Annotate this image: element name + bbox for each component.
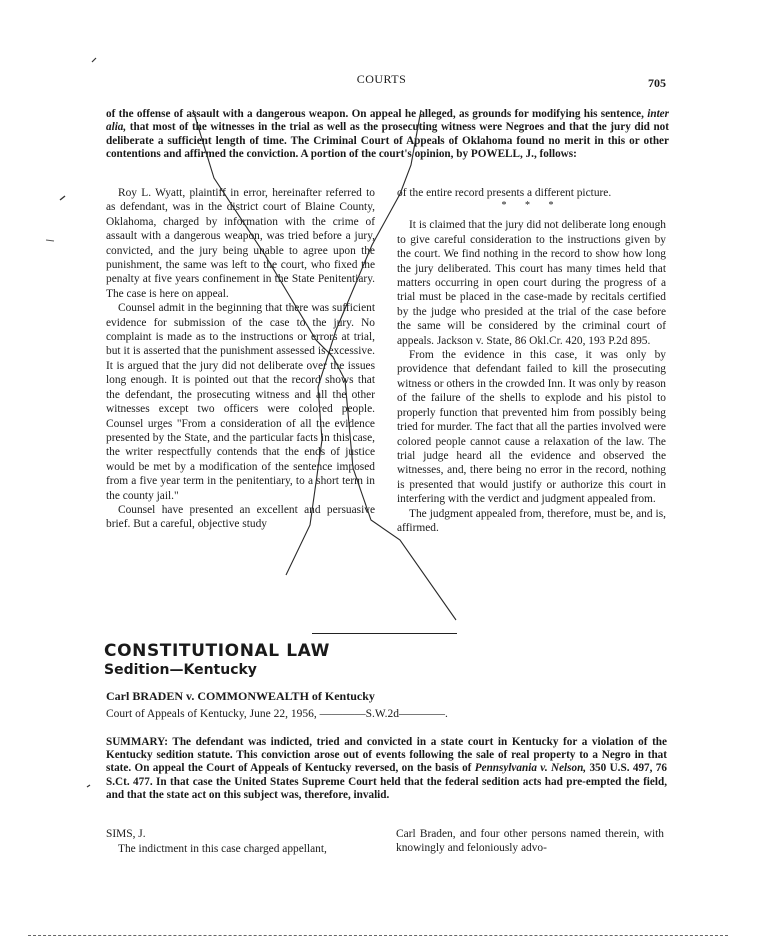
section-divider (312, 633, 457, 634)
intro-text-2: that most of the witnesses in the trial as well as the prosecuting witness were Negroes and that the jury did not deliberate a sufficient length of time. The Criminal Court of Appeals of Oklahoma found no merit in this or other contentions and affirmed the conviction. A portion of the court's opinion, by POWELL, J., follows: (106, 121, 669, 161)
right-paragraph-1: It is claimed that the jury did not deliberate long enough to give careful consideration to the instructions given by the court. We find nothing in the record to show how long the jury deliberated. This court has many times held that matters occurring in open court during the progress of a trial must be placed in the case-made by recitals certified by the judge who presided at the trial of the case before the same will be considered by the criminal court of appeals. Jackson v. State, 86 Okl.Cr. 420, 193 P.2d 895. (397, 219, 666, 347)
opinion-author: SIMS, J. (106, 828, 146, 840)
section-title: CONSTITUTIONAL LAW (104, 641, 331, 661)
running-head: COURTS (356, 72, 407, 86)
section-break-stars: * * * (501, 200, 562, 212)
summary-text-1: The defendant was indicted, tried and convicted in a state court in Kentucky for a violation of the Kentucky sedition statute. This conviction arose out of events following the sale of real property to a Negro in that state. On appeal the Court of Appeals of Kentucky reversed, on the basis of (106, 736, 667, 775)
left-paragraph-2: Counsel admit in the beginning that there was sufficient evidence for submission of the case to the jury. No complaint is made as to the instructions or errors at trial, but it is asserted that the punishment assessed is excessive. It is argued that the jury did not deliberate over the issues long enough. It is pointed out that the record shows that the defendant, the prosecuting witness and all the other witnesses except two officers were colored people. Counsel urges "From a consideration of all the evidence presented by the State, and the particular facts in this case, the writer respectfully contends that the ends of justice would be met by a modification of the sentence imposed from a five year term in the penitentiary, to a short term in the county jail." (106, 302, 375, 502)
section-subtitle: Sedition—Kentucky (104, 662, 257, 678)
right-continuation: of the entire record presents a different picture. (397, 187, 612, 199)
margin-tick-3 (46, 240, 54, 241)
opinion-left-column (106, 827, 374, 857)
margin-tick-1 (92, 58, 96, 62)
intro-italic: inter alia, (106, 108, 669, 134)
court-citation: Court of Appeals of Kentucky, June 22, 1956, ————S.W.2d————. (106, 708, 448, 720)
case-title: Carl BRADEN v. COMMONWEALTH of Kentucky (106, 689, 375, 703)
left-paragraph-3: Counsel have presented an excellent and persuasive brief. But a careful, objective study (106, 503, 375, 531)
left-column (106, 186, 375, 532)
opinion-right-column (396, 827, 664, 856)
summary-italic: Pennsylvania v. Nelson, (474, 762, 587, 775)
summary-text-2: 350 U.S. 497, 76 S.Ct. 477. In that case the United States Supreme Court held that the federal sedition acts had pre-empted the field, and that the state act on this subject was, therefore, invalid. (106, 762, 667, 801)
right-paragraph-2: From the evidence in this case, it was only by providence that defendant failed to kill the prosecuting witness or others in the crowded Inn. It was only by reason of the failure of the shells to explode and his pistol to properly function that prevented him from possibly being tried for murder. The fact that all the parties involved were colored people cannot cause a relaxation of the law. The trial judge heard all the evidence and observed the witnesses, and, there being no error in the record, nothing is presented that would justify or authorize this court in interfering with the verdict and judgment appealed from. (397, 349, 666, 506)
right-paragraph-3: The judgment appealed from, therefore, must be, and is, affirmed. (397, 507, 666, 534)
opinion-left-text: The indictment in this case charged appellant, (118, 843, 327, 856)
intro-paragraph (106, 108, 669, 162)
margin-tick-2 (60, 196, 65, 200)
opinion-right-text: Carl Braden, and four other persons named therein, with knowingly and feloniously advo- (396, 828, 664, 855)
case-summary (106, 736, 667, 802)
right-column (397, 186, 666, 535)
margin-tick-4 (87, 785, 90, 787)
left-paragraph-1: Roy L. Wyatt, plaintiff in error, hereinafter referred to as defendant, was in the district court of Blaine County, Oklahoma, charged by information with the crime of assault with a dangerous weapon, was tried before a jury, convicted, and the jury being unable to agree upon the punishment, the same was left to the court, who fixed the penalty at five years confinement in the State Penitentiary. The case is here on appeal. (106, 187, 375, 300)
summary-label: SUMMARY: (106, 736, 168, 748)
page-number: 705 (648, 76, 666, 90)
bottom-scan-edge (28, 935, 728, 936)
intro-text-1: of the offense of assault with a dangerous weapon. On appeal he alleged, as grounds for modifying his sentence, (106, 108, 648, 120)
